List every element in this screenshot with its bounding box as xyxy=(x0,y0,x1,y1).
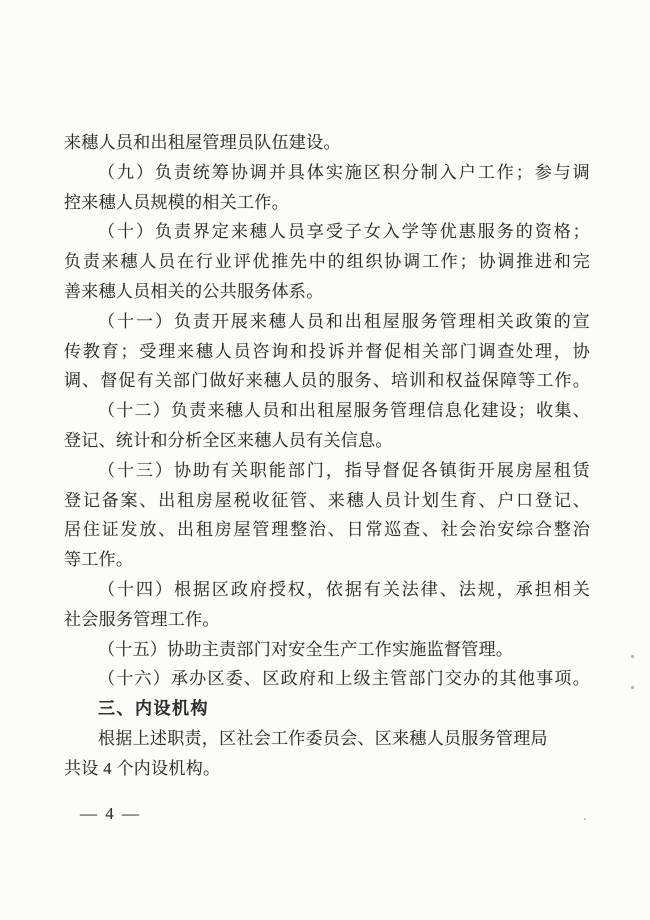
text-line: 来穗人员和出租屋管理员队伍建设。 xyxy=(64,133,341,152)
text-line: （十五）协助主责部门对安全生产工作实施监督管理。 xyxy=(98,639,514,659)
text-line: （十六）承办区委、区政府和上级主管部门交办的其他事项。 xyxy=(98,669,590,689)
text-line: 传教育；受理来穗人员咨询和投诉并督促相关部门调查处理，协 xyxy=(64,341,590,361)
text-line: （十四）根据区政府授权，依据有关法律、法规，承担相关 xyxy=(98,579,590,599)
scan-speck xyxy=(584,818,586,820)
text-line: 社会服务管理工作。 xyxy=(64,609,220,629)
text-line: 居住证发放、出租房屋管理整治、日常巡查、社会治安综合整治 xyxy=(64,520,590,540)
document-body xyxy=(64,128,590,784)
scan-speck xyxy=(631,686,634,689)
text-line: （十三）协助有关职能部门，指导督促各镇街开展房屋租赁 xyxy=(98,460,590,480)
text-line: 登记、统计和分析全区来穗人员有关信息。 xyxy=(64,430,393,450)
text-line: （十一）负责开展来穗人员和出租屋服务管理相关政策的宣 xyxy=(98,311,590,331)
text-line: 调、督促有关部门做好来穗人员的服务、培训和权益保障等工作。 xyxy=(64,371,590,391)
text-line: 善来穗人员相关的公共服务体系。 xyxy=(64,281,324,301)
text-line: 负责来穗人员在行业评优推先中的组织协调工作；协调推进和完 xyxy=(64,252,590,272)
text-line: 登记备案、出租房屋税收征管、来穗人员计划生育、户口登记、 xyxy=(64,490,590,510)
text-line: （十）负责界定来穗人员享受子女入学等优惠服务的资格； xyxy=(98,222,590,242)
page-number: — 4 — xyxy=(80,804,141,823)
text-line: （十二）负责来穗人员和出租屋服务管理信息化建设；收集、 xyxy=(98,401,590,421)
section-heading: 三、内设机构 xyxy=(98,699,209,719)
text-line: 共设 4 个内设机构。 xyxy=(64,758,221,778)
text-line: 等工作。 xyxy=(64,550,134,570)
text-line: （九）负责统筹协调并具体实施区积分制入户工作；参与调 xyxy=(98,162,590,182)
text-line: 根据上述职责，区社会工作委员会、区来穗人员服务管理局 xyxy=(98,728,548,748)
scan-speck xyxy=(631,655,634,658)
text-line: 控来穗人员规模的相关工作。 xyxy=(64,192,289,212)
